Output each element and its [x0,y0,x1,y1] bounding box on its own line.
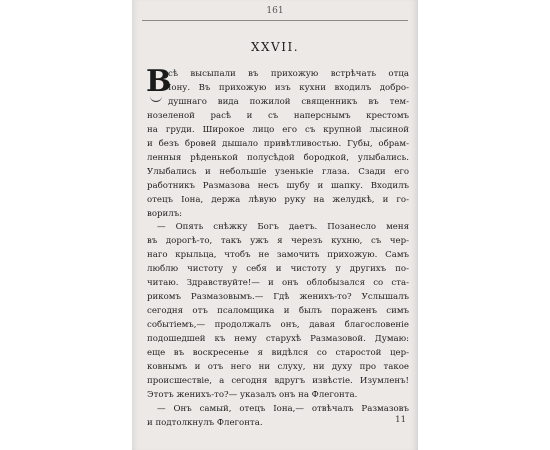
text-line: люблю чистоту у себя и чистоту у другихъ по- [147,264,409,275]
text-line: работникъ Размазова несъ шубу и шапку. Входилъ [147,180,409,191]
text-line: въ дорогѣ-то, такъ ужъ я черезъ кухню, съ чер- [147,236,409,247]
text-line: рикомъ Размазовымъ.— Гдѣ женихъ-то? Услышалъ [147,292,409,303]
text-line: душнаго вида пожилой священникъ въ тем- [168,96,409,107]
text-line: — Опять снѣжку Богъ даетъ. Позанесло меня [157,222,409,233]
text-line: происшествіе, а сегодня вдругъ извѣстіе. Изумленъ! [147,375,409,386]
text-line: читаю. Здравствуйте!— и онъ облобызался со ста- [147,278,409,289]
text-line: Этотъ женихъ-то?— указалъ онъ на Флегонта. [147,389,358,400]
first-line-text: сѣ высыпали въ прихожую встрѣчать отца [168,69,409,79]
text-line: сегодня отъ псаломщика и былъ пораженъ симъ [147,306,409,317]
text-line: подошедшей къ нему старухѣ Размазовой. Думаю: [147,334,409,345]
text-line: и подтолкнулъ Флегонта. [147,417,263,428]
text-line: и безъ бровей дышало привѣтливостью. Губы, обрам- [147,138,409,149]
text-line: ленныя рѣденькой полусѣдой бородкой, улыбались. [147,152,409,163]
text-line: наго крыльца, чтобъ не замочить прихожую. Самъ [147,250,409,261]
text-line: нозеленой расѣ и съ наперснымъ крестомъ [147,110,409,121]
text-line: событіемъ,— продолжалъ онъ, давая благословеніе [147,320,409,331]
page-number: 161 [266,6,284,16]
text-line: еще въ воскресенье я видѣлся со старостой цер- [147,348,409,359]
text-line: Іону. Въ прихожую изъ кухни входилъ добро- [168,82,409,93]
book-page [132,0,418,450]
text-line: Улыбались и небольшіе узенькіе глаза. Сзади его [147,166,409,177]
text-line: на груди. Широкое лицо его съ крупной лысиной [147,124,409,135]
header-rule [142,20,408,21]
text-line: — Онъ самый, отецъ Іона,— отвѣчалъ Размазовъ [157,403,409,414]
chapter-title: XXVII. [250,40,300,54]
text-line: ворилъ: [147,208,183,219]
drop-cap: В [146,64,172,99]
text-line: отецъ Іона, держа лѣвую руку на желудкѣ, и го- [147,194,409,205]
body-text [146,64,409,431]
text-line: ковнымъ и отъ него ни слуху, ни духу про такое [147,362,409,373]
printer-signature: 11 [395,415,406,425]
